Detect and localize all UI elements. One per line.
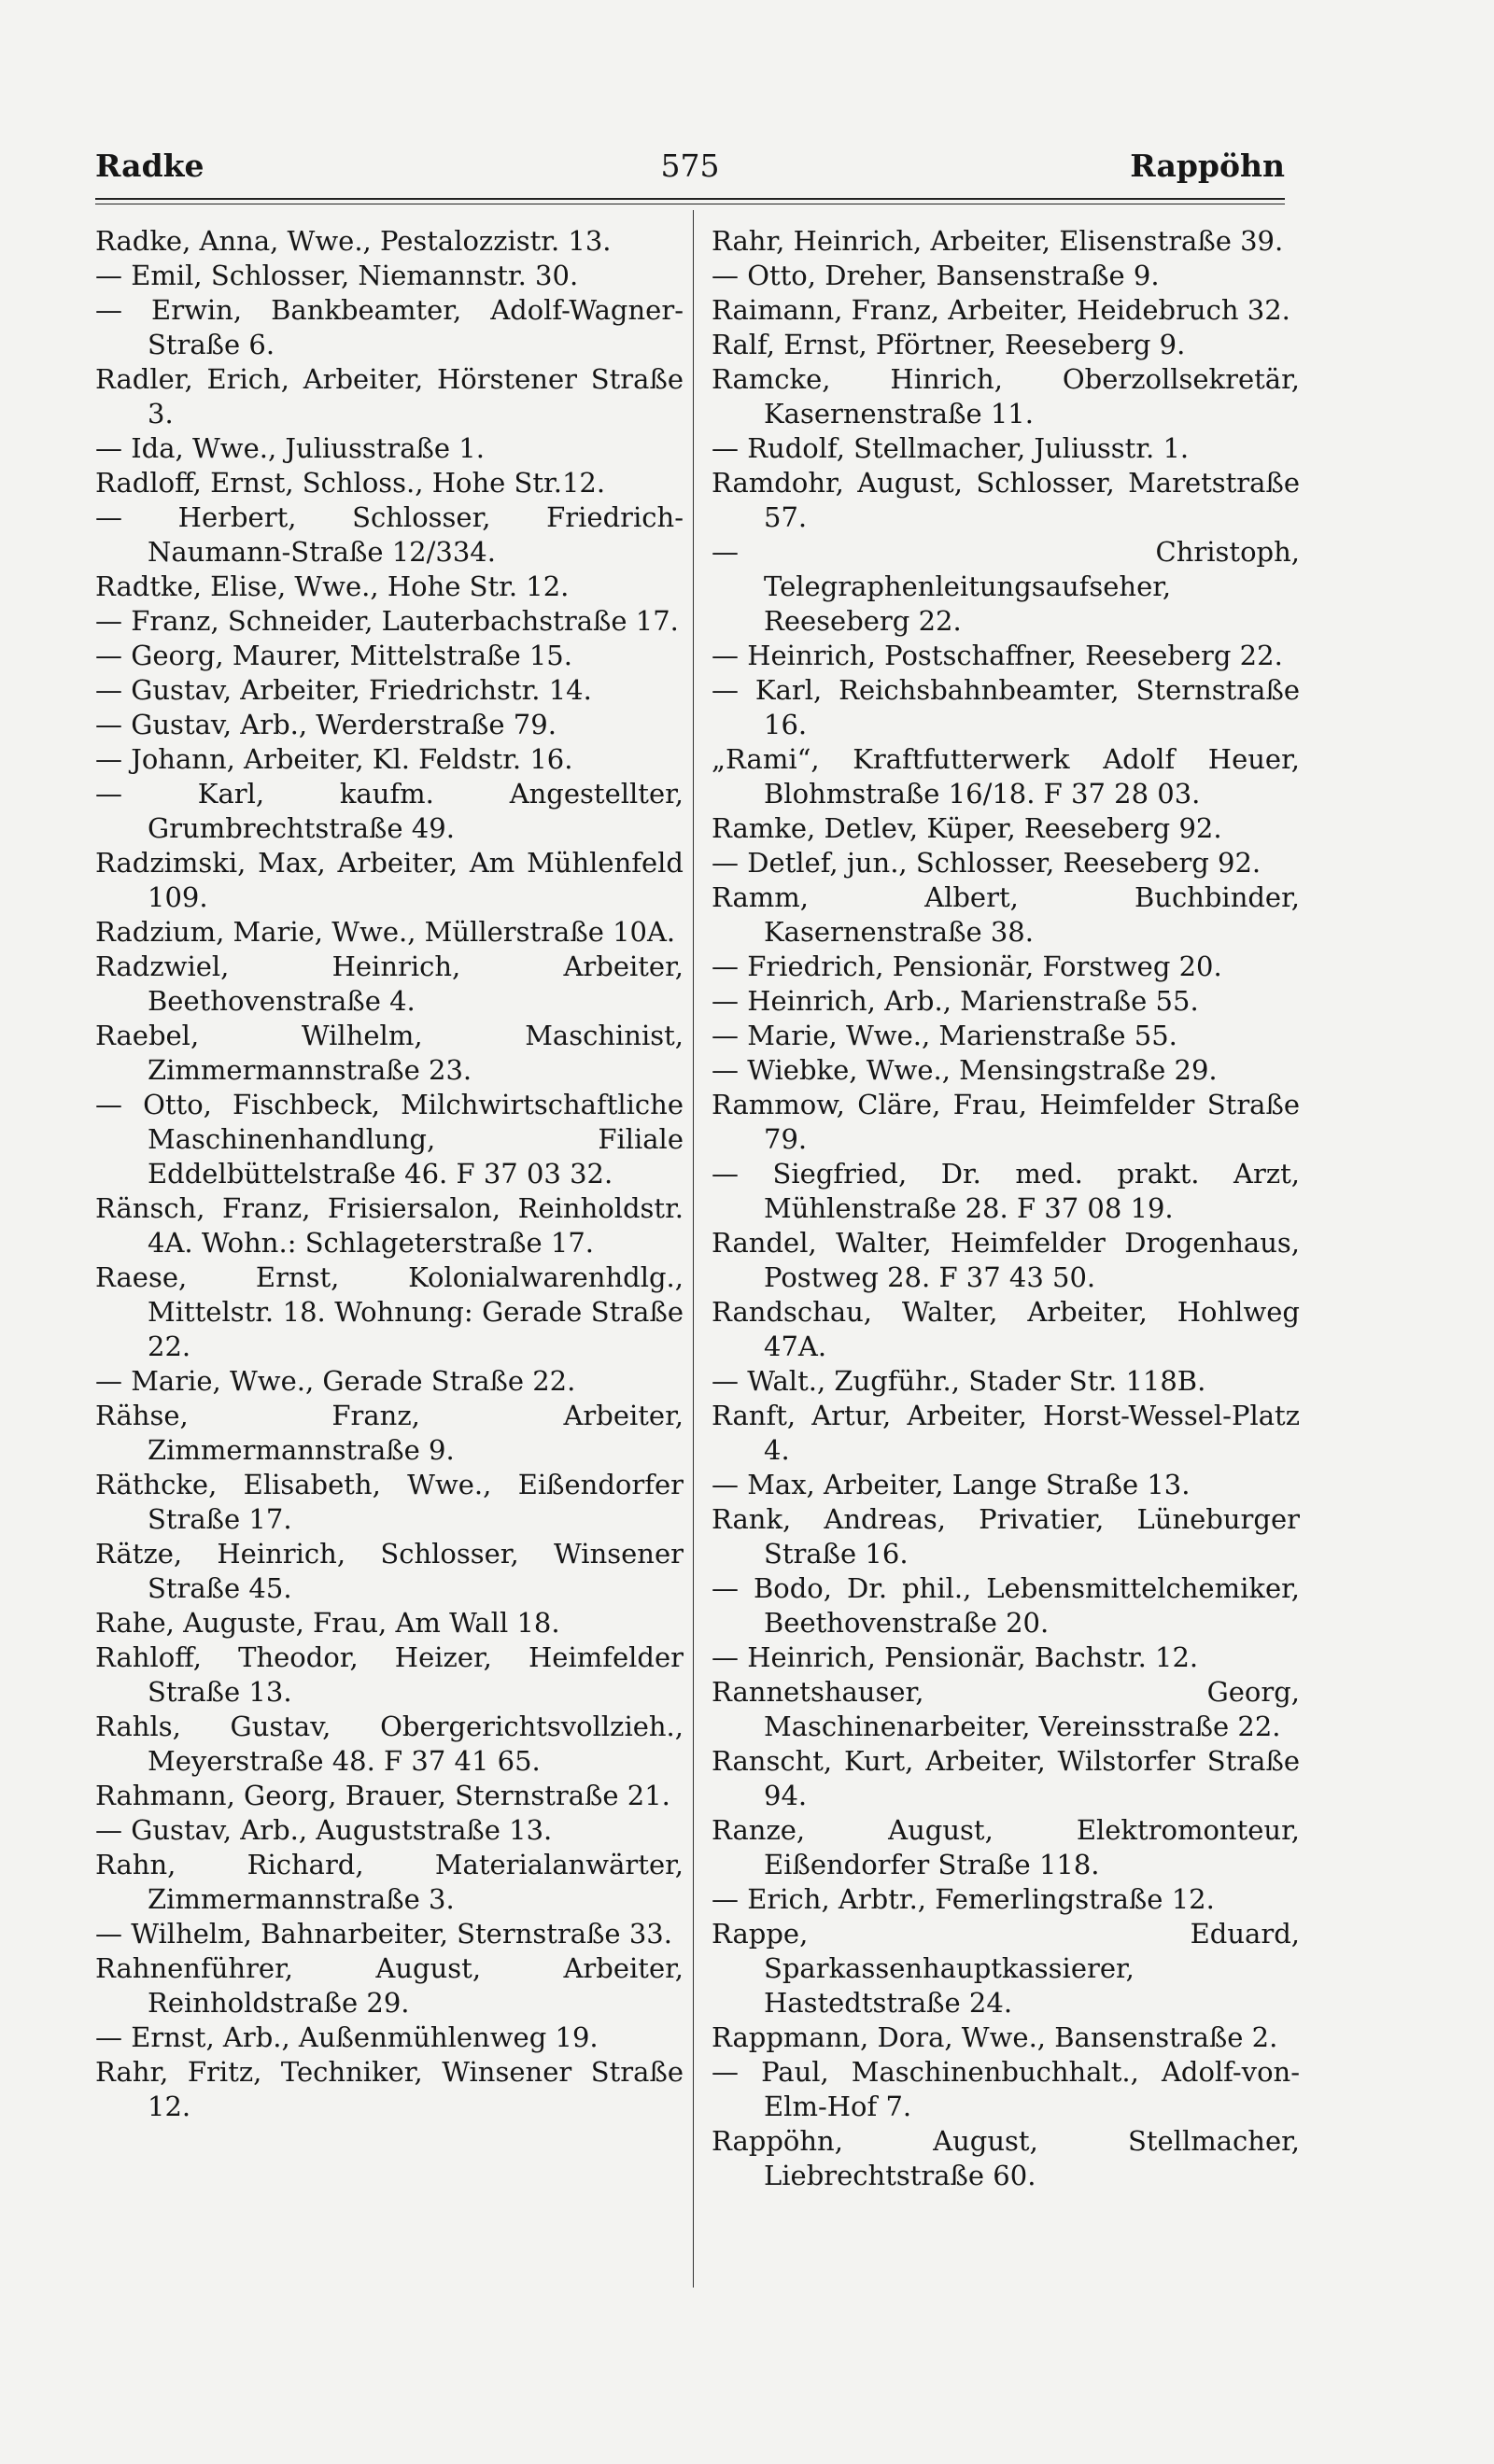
directory-entry: Rank, Andreas, Privatier, Lüneburger Straße 16. (712, 1503, 1300, 1570)
directory-entry: — Marie, Wwe., Gerade Straße 22. (95, 1365, 576, 1397)
directory-entry: Ranze, August, Elektromonteur, Eißendorfer Straße 118. (712, 1814, 1300, 1880)
directory-entry: — Friedrich, Pensionär, Forstweg 20. (712, 950, 1222, 982)
directory-entry: Radler, Erich, Arbeiter, Hörstener Straße 3. (95, 363, 684, 429)
directory-entry: Ramke, Detlev, Küper, Reeseberg 92. (712, 812, 1222, 844)
directory-entry: — Karl, Reichsbahnbeamter, Sternstraße 16. (712, 674, 1300, 740)
directory-entry: — Herbert, Schlosser, Friedrich-Naumann-Straße 12/334. (95, 501, 684, 568)
directory-entry: Rahe, Auguste, Frau, Am Wall 18. (95, 1607, 560, 1639)
directory-entry: Ramcke, Hinrich, Oberzollsekretär, Kasernenstraße 11. (712, 363, 1300, 429)
directory-entry: — Ida, Wwe., Juliusstraße 1. (95, 432, 485, 464)
directory-entry: Rahr, Fritz, Techniker, Winsener Straße 12. (95, 2056, 684, 2122)
directory-entry: Radzium, Marie, Wwe., Müllerstraße 10A. (95, 916, 676, 948)
directory-entry: Rähse, Franz, Arbeiter, Zimmermannstraße 9. (95, 1400, 684, 1466)
page-number: 575 (660, 148, 720, 184)
directory-entry: — Erich, Arbtr., Femerlingstraße 12. (712, 1883, 1215, 1915)
directory-entry: — Heinrich, Arb., Marienstraße 55. (712, 985, 1199, 1017)
directory-entry: — Rudolf, Stellmacher, Juliusstr. 1. (712, 432, 1190, 464)
directory-entry: — Johann, Arbeiter, Kl. Feldstr. 16. (95, 743, 573, 775)
directory-entry: Räthcke, Elisabeth, Wwe., Eißendorfer Straße 17. (95, 1469, 684, 1535)
directory-entry: — Siegfried, Dr. med. prakt. Arzt, Mühlenstraße 28. F 37 08 19. (712, 1158, 1300, 1224)
directory-entry: Ramdohr, August, Schlosser, Maretstraße 57. (712, 467, 1300, 533)
directory-entry: — Gustav, Arb., Werderstraße 79. (95, 709, 557, 740)
directory-entry: — Gustav, Arb., Auguststraße 13. (95, 1814, 553, 1846)
directory-entry: Rappöhn, August, Stellmacher, Liebrechtstraße 60. (712, 2125, 1300, 2191)
directory-entry: — Erwin, Bankbeamter, Adolf-Wagner-Straße 6. (95, 294, 684, 360)
directory-entry: — Emil, Schlosser, Niemannstr. 30. (95, 260, 579, 291)
directory-entry: Rahmann, Georg, Brauer, Sternstraße 21. (95, 1780, 670, 1811)
directory-entry: — Karl, kaufm. Angestellter, Grumbrechtstraße 49. (95, 778, 684, 844)
directory-entry: Ramm, Albert, Buchbinder, Kasernenstraße 38. (712, 881, 1300, 948)
directory-entry: Raese, Ernst, Kolonialwarenhdlg., Mittelstr. 18. Wohnung: Gerade Straße 22. (95, 1261, 684, 1362)
directory-entry: Radzimski, Max, Arbeiter, Am Mühlenfeld 109. (95, 847, 684, 913)
directory-entry: Rahr, Heinrich, Arbeiter, Elisenstraße 39. (712, 225, 1284, 257)
directory-entry: — Georg, Maurer, Mittelstraße 15. (95, 640, 572, 671)
page-header (95, 148, 1285, 194)
directory-entry: — Max, Arbeiter, Lange Straße 13. (712, 1469, 1191, 1500)
directory-entry: Radke, Anna, Wwe., Pestalozzistr. 13. (95, 225, 612, 257)
directory-entry: — Christoph, Telegraphenleitungsaufseher, Reeseberg 22. (712, 536, 1300, 637)
directory-entry: Rahnenführer, August, Arbeiter, Reinholdstraße 29. (95, 1952, 684, 2019)
right-column (712, 224, 1300, 2193)
directory-entry: Rammow, Cläre, Frau, Heimfelder Straße 79. (712, 1089, 1300, 1155)
directory-entry: — Otto, Dreher, Bansenstraße 9. (712, 260, 1160, 291)
directory-entry: Ranft, Artur, Arbeiter, Horst-Wessel-Platz 4. (712, 1400, 1300, 1466)
directory-entry: — Walt., Zugführ., Stader Str. 118B. (712, 1365, 1206, 1397)
directory-entry: — Wiebke, Wwe., Mensingstraße 29. (712, 1054, 1218, 1086)
directory-entry: Ranscht, Kurt, Arbeiter, Wilstorfer Straße 94. (712, 1745, 1300, 1811)
directory-entry: Rannetshauser, Georg, Maschinenarbeiter, Vereinsstraße 22. (712, 1676, 1300, 1742)
directory-entry: Raebel, Wilhelm, Maschinist, Zimmermannstraße 23. (95, 1020, 684, 1086)
directory-entry: — Wilhelm, Bahnarbeiter, Sternstraße 33. (95, 1918, 672, 1950)
directory-entry: Randel, Walter, Heimfelder Drogenhaus, Postweg 28. F 37 43 50. (712, 1227, 1300, 1293)
header-first-name: Radke (95, 148, 204, 184)
directory-entry: Raimann, Franz, Arbeiter, Heidebruch 32. (712, 294, 1290, 326)
directory-entry: Rahls, Gustav, Obergerichtsvollzieh., Meyerstraße 48. F 37 41 65. (95, 1711, 684, 1777)
header-last-name: Rappöhn (1130, 148, 1285, 184)
directory-entry: Rahloff, Theodor, Heizer, Heimfelder Straße 13. (95, 1641, 684, 1708)
directory-entry: — Heinrich, Postschaffner, Reeseberg 22. (712, 640, 1283, 671)
directory-entry: Randschau, Walter, Arbeiter, Hohlweg 47A. (712, 1296, 1300, 1362)
column-divider (693, 210, 694, 2288)
directory-entry: Ralf, Ernst, Pförtner, Reeseberg 9. (712, 329, 1186, 360)
directory-entry: — Marie, Wwe., Marienstraße 55. (712, 1020, 1177, 1051)
directory-entry: Radtke, Elise, Wwe., Hohe Str. 12. (95, 570, 570, 602)
left-column (95, 224, 684, 2124)
directory-entry: — Franz, Schneider, Lauterbachstraße 17. (95, 605, 679, 637)
directory-entry: Rappmann, Dora, Wwe., Bansenstraße 2. (712, 2021, 1278, 2053)
directory-entry: „Rami“, Kraftfutterwerk Adolf Heuer, Blohmstraße 16/18. F 37 28 03. (712, 743, 1300, 810)
directory-entry: Rahn, Richard, Materialanwärter, Zimmermannstraße 3. (95, 1849, 684, 1915)
directory-entry: — Bodo, Dr. phil., Lebensmittelchemiker, Beethovenstraße 20. (712, 1572, 1300, 1639)
directory-entry: — Paul, Maschinenbuchhalt., Adolf-von-Elm-Hof 7. (712, 2056, 1300, 2122)
directory-entry: — Detlef, jun., Schlosser, Reeseberg 92. (712, 847, 1261, 879)
directory-entry: Radloff, Ernst, Schloss., Hohe Str.12. (95, 467, 606, 499)
directory-entry: Ränsch, Franz, Frisiersalon, Reinholdstr. 4A. Wohn.: Schlageterstraße 17. (95, 1192, 684, 1259)
directory-entry: — Heinrich, Pensionär, Bachstr. 12. (712, 1641, 1199, 1673)
directory-entry: — Otto, Fischbeck, Milchwirtschaftliche Maschinenhandlung, Filiale Eddelbüttelstraße 46. F 37 03 32. (95, 1089, 684, 1190)
directory-entry: Rätze, Heinrich, Schlosser, Winsener Straße 45. (95, 1538, 684, 1604)
header-rule (95, 198, 1285, 200)
directory-entry: — Gustav, Arbeiter, Friedrichstr. 14. (95, 674, 592, 706)
directory-entry: Rappe, Eduard, Sparkassenhauptkassierer, Hastedtstraße 24. (712, 1918, 1300, 2019)
directory-entry: Radzwiel, Heinrich, Arbeiter, Beethovenstraße 4. (95, 950, 684, 1017)
directory-entry: — Ernst, Arb., Außenmühlenweg 19. (95, 2021, 599, 2053)
